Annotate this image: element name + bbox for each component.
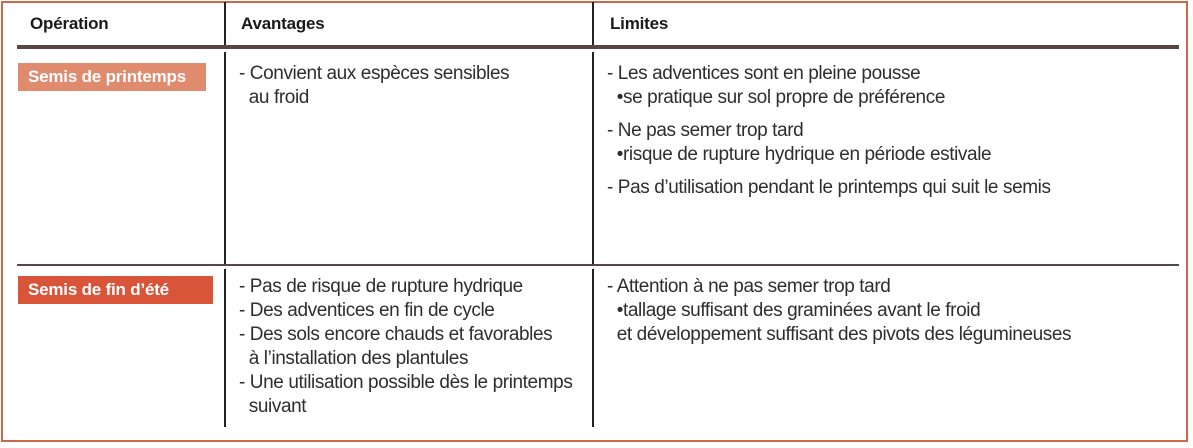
column-divider	[224, 52, 226, 264]
limit-line: et développement suffisant des pivots des légumineuses	[607, 324, 1072, 345]
advantage-line: - Des adventices en fin de cycle	[239, 300, 495, 321]
column-divider	[592, 269, 594, 427]
advantage-line: à l’installation des plantules	[239, 348, 469, 369]
column-divider	[592, 52, 594, 264]
row-label-spring: Semis de printemps	[18, 63, 206, 91]
advantage-line: - Des sols encore chauds et favorables	[239, 324, 553, 345]
limit-line: - Attention à ne pas semer trop tard	[607, 276, 891, 297]
advantage-line: - Convient aux espèces sensibles	[239, 63, 510, 84]
header-rule	[17, 45, 1179, 49]
column-divider	[224, 269, 226, 427]
limit-line: •risque de rupture hydrique en période estivale	[607, 144, 992, 165]
limit-line: - Pas d’utilisation pendant le printemps qui suit le semis	[607, 177, 1051, 198]
advantage-line: au froid	[239, 87, 309, 108]
limit-line: - Les adventices sont en pleine pousse	[607, 63, 921, 84]
limit-line: •se pratique sur sol propre de préférence	[607, 87, 945, 108]
header-operation: Opération	[30, 14, 109, 33]
column-divider	[592, 2, 594, 45]
header-advantages: Avantages	[241, 14, 325, 33]
advantage-line: suivant	[239, 396, 307, 417]
advantage-line: - Une utilisation possible dès le printemps	[239, 372, 573, 393]
row-divider	[17, 264, 1179, 266]
row-label-late-summer: Semis de fin d’été	[18, 276, 213, 304]
header-limits: Limites	[610, 14, 669, 33]
limit-line: - Ne pas semer trop tard	[607, 120, 804, 141]
limit-line: •tallage suffisant des graminées avant le froid	[607, 300, 981, 321]
advantage-line: - Pas de risque de rupture hydrique	[239, 276, 523, 297]
column-divider	[224, 2, 226, 45]
